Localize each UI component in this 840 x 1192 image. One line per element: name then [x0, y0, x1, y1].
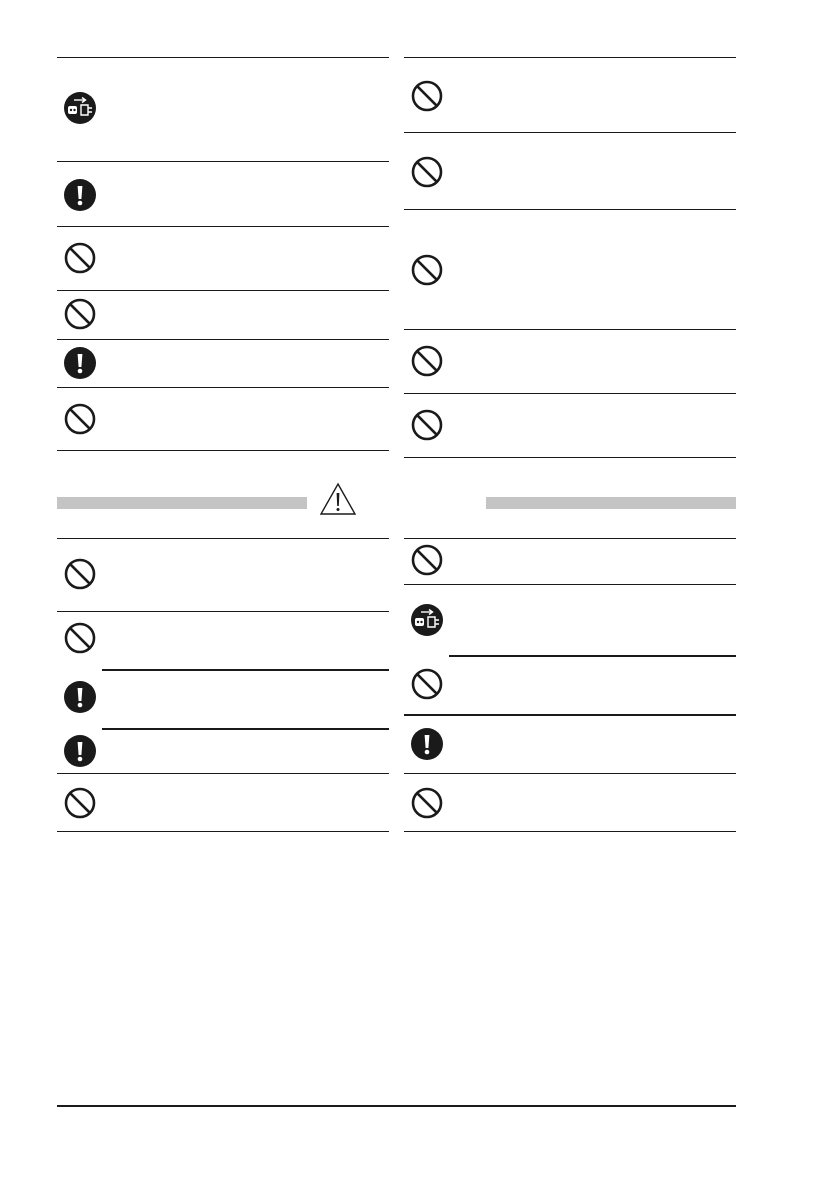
prohibition-icon [63, 241, 97, 275]
prohibition-icon [410, 408, 444, 442]
row-divider [57, 773, 389, 774]
prohibition-icon [410, 253, 444, 287]
unplug-icon [410, 603, 444, 637]
row-divider [57, 226, 389, 227]
mandatory-exclamation-icon [410, 727, 444, 761]
mandatory-exclamation-icon [63, 734, 97, 768]
row-divider [404, 132, 736, 133]
row-divider [57, 387, 389, 388]
row-divider [404, 457, 736, 458]
row-divider [57, 57, 389, 58]
prohibition-icon [63, 621, 97, 655]
row-divider [57, 831, 389, 832]
prohibition-icon [410, 155, 444, 189]
prohibition-icon [410, 543, 444, 577]
row-divider [404, 584, 736, 585]
prohibition-icon [410, 344, 444, 378]
prohibition-icon [63, 786, 97, 820]
row-divider [57, 290, 389, 291]
row-divider [57, 339, 389, 340]
row-divider [102, 728, 389, 730]
warning-triangle-icon [319, 482, 357, 516]
row-divider [404, 773, 736, 774]
prohibition-icon [410, 79, 444, 113]
row-divider [404, 209, 736, 210]
footer-rule [57, 1105, 736, 1107]
row-divider [57, 161, 389, 162]
row-divider [449, 655, 736, 657]
prohibition-icon [63, 402, 97, 436]
row-divider [57, 538, 389, 539]
section-heading-bar [57, 497, 307, 509]
row-divider [404, 393, 736, 394]
row-divider [404, 329, 736, 330]
row-divider [102, 669, 389, 671]
row-divider [404, 831, 736, 832]
row-divider [404, 714, 736, 716]
row-divider [57, 611, 389, 612]
section-heading-bar [486, 497, 736, 509]
row-divider [57, 450, 389, 451]
mandatory-exclamation-icon [63, 178, 97, 212]
row-divider [404, 57, 736, 58]
prohibition-icon [410, 667, 444, 701]
unplug-icon [63, 91, 97, 125]
mandatory-exclamation-icon [63, 680, 97, 714]
row-divider [404, 538, 736, 539]
prohibition-icon [63, 297, 97, 331]
prohibition-icon [410, 786, 444, 820]
prohibition-icon [63, 557, 97, 591]
mandatory-exclamation-icon [63, 346, 97, 380]
